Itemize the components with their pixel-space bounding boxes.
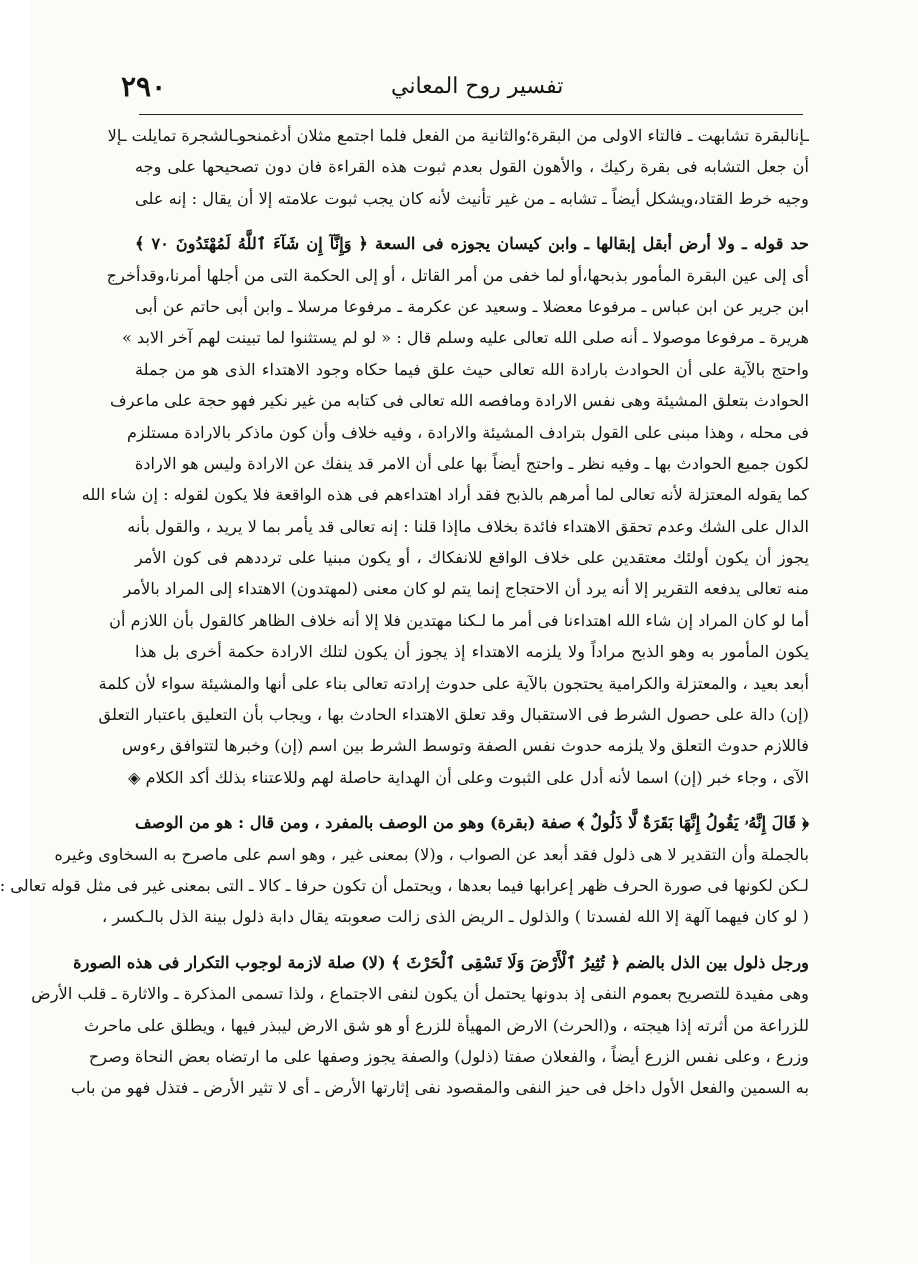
page-number: ٢٩٠ — [121, 70, 167, 103]
text-line: أى إلى عين البقرة المأمور بذبحها،أو لما خفى من أمر القاتل ، أو إلى الحكمة التى من أجلها أمرنا،وقدأخرج — [106, 265, 809, 285]
text-line: الدال على الشك وعدم تحقق الاهتداء فائدة بخلاف ماإذا قلنا : إنه تعالى قد يأمر بما لا يريد ، والقول بأنه — [127, 516, 809, 536]
text-line: الآى ، وجاء خبر (إن) اسما لأنه أدل على الثبوت وعلى أن الهداية حاصلة لهم وللاعتناء بذلك أكد الكلام ◈ — [128, 767, 809, 787]
text-line: يجوز أن يكون أولئك معتقدين على خلاف الواقع للانفكاك ، أو يكون مبنيا على ترددهم فى كون الأمر — [135, 548, 809, 568]
page-header — [121, 70, 821, 112]
text-line: هريرة ـ مرفوعا موصولا ـ أنه صلى الله تعالى عليه وسلم قال : « لو لم يستثنوا لما تبينت لهم آخر الابد » — [121, 328, 809, 348]
verse-gap — [135, 933, 809, 947]
text-line: لكون جميع الحوادث بها ـ وفيه نظر ـ واحتج أيضاً بها على أن الامر قد ينفك عن الارادة وليس هو الارادة — [134, 453, 809, 473]
text-line: وجيه خرط القتاد،ويشكل أيضاً ـ تشابه ـ من غير تأنيث لأنه كان يجب ثبوت علامته إلا أن يقال : إنه على — [135, 188, 809, 208]
text-line: به السمين والفعل الأول داخل فى حيز النفى والمقصود نفى إثارتها الأرض ـ أى لا تثير الأرض ـ فتذل فهو من باب — [70, 1078, 809, 1098]
text-line: أن جعل التشابه فى بقرة ركيك ، والأهون القول بعدم ثبوت هذه القراءة فان دون تصحيحها على وجه — [135, 157, 809, 177]
body-text — [0, 120, 809, 1104]
running-title: تفسير روح المعاني — [391, 74, 564, 99]
text-line: يكون المأمور به وهو الذبح مراداً ولا يلزمه الاهتداء إذ يجوز أن يكون لتلك الارادة حكمة أخرى بل هذا — [135, 642, 809, 662]
verse-line: ﴿ قَالَ إِنَّهُۥ يَقُولُ إِنَّهَا بَقَرَةٌ لَّا ذَلُولٌ ﴾ صفة (بقرة) وهو من الوصف بالمفرد ، ومن قال : هو من الوصف — [135, 813, 809, 833]
text-line: منه تعالى يدفعه التقرير إلا أنه يرد أن الاحتجاج إنما يتم لو كان معنى (لمهتدون) الاهتداء إلى المراد بالأمر — [123, 579, 809, 599]
verse-line: حد قوله ـ ولا أرض أبقل إبقالها ـ وابن كيسان يجوزه فى السعة ﴿ وَإِنَّآ إِن شَآءَ ٱللَّهُ لَمُهْتَدُونَ ٧٠ ﴾ — [135, 234, 809, 254]
text-line: لـكن لكونها فى صورة الحرف ظهر إعرابها فيما بعدها ، ويحتمل أن تكون حرفا ـ كالا ـ التى بمعنى غير فى مثل قوله تعالى : — [0, 875, 809, 895]
text-line: فاللازم حدوث التعلق ولا يلزمه حدوث نفس الصفة وتوسط الشرط بين اسم (إن) وخبرها لتتوافق رءوس — [121, 736, 809, 756]
header-rule — [139, 114, 803, 115]
text-line: بالجملة وأن التقدير لا هى ذلول فقد أبعد عن الصواب ، و(لا) بمعنى غير ، وهو اسم على ماصرح به السخاوى وغيره — [54, 844, 809, 864]
text-line: أبعد بعيد ، والمعتزلة والكرامية يحتجون بالآية على حدوث إرادته تعالى بناء على أنها والمشيئة سواء لأن كلمة — [98, 673, 809, 693]
verse-gap — [135, 214, 809, 228]
text-line: أما لو كان المراد إن شاء الله اهتداءنا فى أمر ما لـكنا مهتدين فلا إلا أنه خلاف الظاهر كالقول بأن اللازم أن — [109, 610, 809, 630]
text-line: واحتج بالآية على أن الحوادث بارادة الله تعالى حيث علق فيما حكاه وجود الاهتداء الذى هو من جملة — [135, 359, 809, 379]
text-line: كما يقوله المعتزلة لأنه تعالى لما أمرهم بالذبح فقد أراد اهتداءهم فى هذه الواقعة فلا يكون لقوله : إن شاء الله — [81, 485, 809, 505]
text-line: للزراعة من أثرته إذا هيجته ، و(الحرث) الارض المهيأة للزرع أو هو شق الارض ليبذر فيها ، ويطلق على ماحرث — [84, 1015, 809, 1035]
text-line: فى محله ، وهذا مبنى على القول بترادف المشيئة والارادة ، وفيه خلاف وأن كون ماذكر بالارادة مستلزم — [126, 422, 809, 442]
text-line: وزرع ، وعلى نفس الزرع أيضاً ، والفعلان صفتا (ذلول) والصفة يجوز وصفها على ما ارتضاه بعض النحاة وصرح — [88, 1046, 809, 1066]
text-line: ـإنالبقرة تشابهت ـ فالتاء الاولى من البقرة؛والثانية من الفعل فلما اجتمع مثلان أدغمنحوـالشجرة تمايلت ـإلا — [107, 126, 809, 145]
text-line: وهى مفيدة للتصريح بعموم النفى إذ بدونها يحتمل أن يكون لنفى الاجتماع ، ولذا تسمى المذكرة ـ والاثارة ـ قلب الأرض — [31, 984, 809, 1004]
text-line: (إن) دالة على حصول الشرط فى الاستقبال وقد تعلق الاهتداء الحادث بها ، ويجاب بأن التعليق باعتبار التعلق — [98, 705, 809, 725]
text-line: الحوادث بتعلق المشيئة وهى نفس الارادة ومافصه الله تعالى فى كتابه من غير نكير فهو حجة على ماعرف — [110, 391, 809, 411]
text-line: ابن جرير عن ابن عباس ـ مرفوعا معضلا ـ وسعيد عن عكرمة ـ مرفوعا مرسلا ـ وابن أبى حاتم عن أبى — [135, 296, 809, 316]
verse-gap — [135, 793, 809, 807]
text-line: ( لو كان فيهما آلهة إلا الله لفسدتا ) والذلول ـ الريض الذى زالت صعوبته يقال دابة ذلول بينة الذل بالـكسر ، — [102, 907, 809, 927]
verse-line: ورجل ذلول بين الذل بالضم ﴿ تُثِيرُ ٱلْأَرْضَ وَلَا تَسْقِى ٱلْحَرْثَ ﴾ (لا) صلة لازمة لوجوب التكرار فى هذه الصورة — [73, 952, 809, 972]
